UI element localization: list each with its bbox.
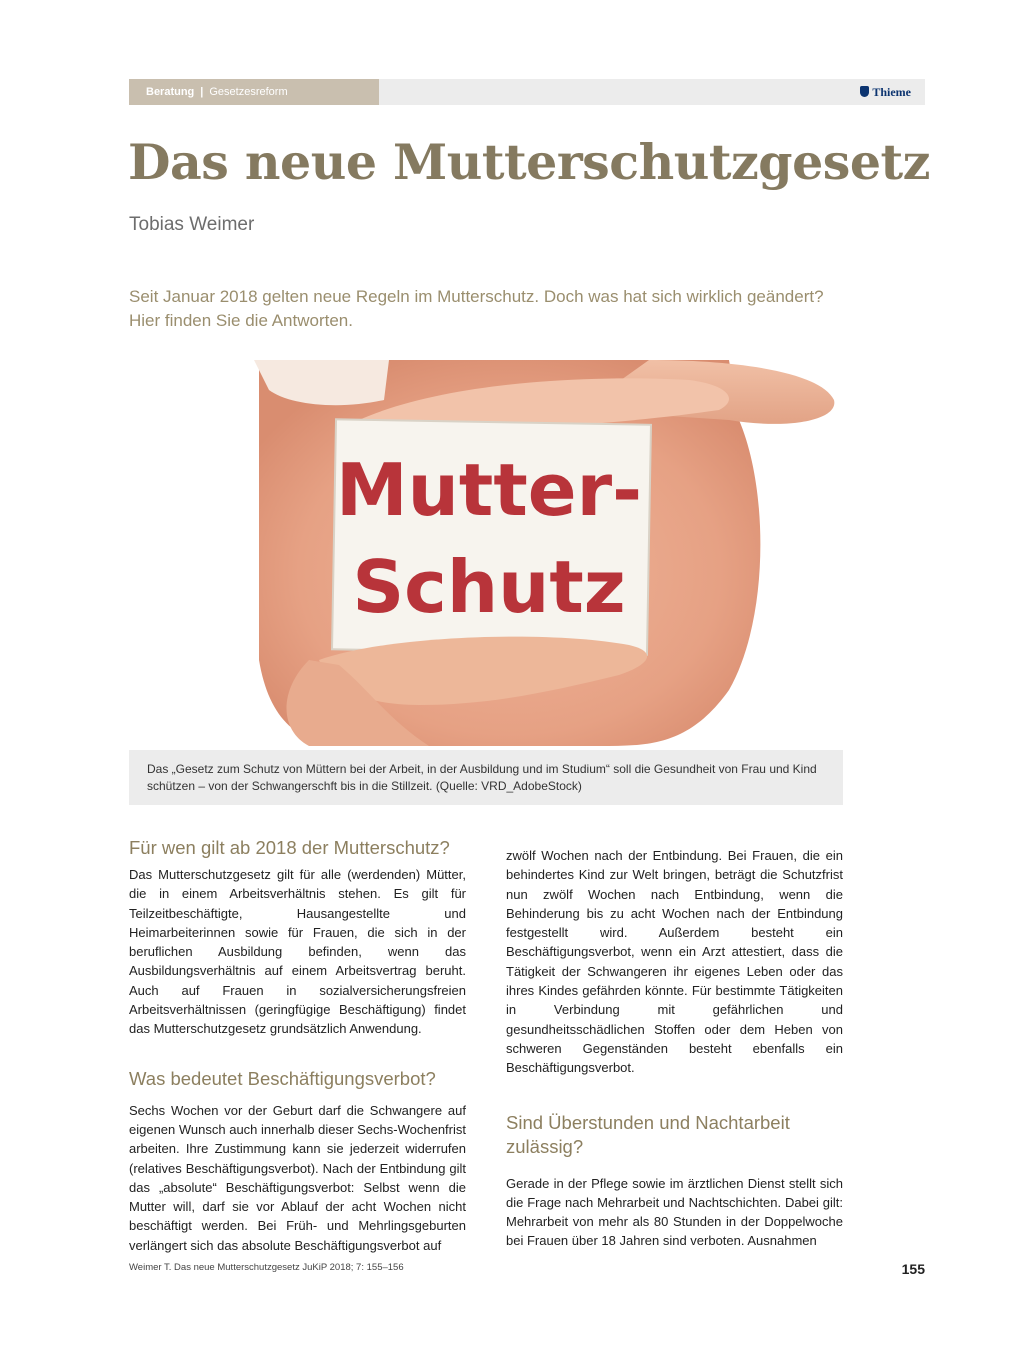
article-photo [129, 360, 843, 746]
sign-text-line1: Mutter- [336, 448, 642, 532]
shield-icon [860, 86, 869, 97]
running-header [129, 79, 925, 105]
publisher-name: Thieme [872, 85, 911, 99]
section-heading: Für wen gilt ab 2018 der Mutterschutz? [129, 837, 450, 858]
section-text: Das Mutterschutzgesetz gilt für alle (werdenden) Mütter, die in einem Arbeitsverhältnis stehen. Es gilt für Teilzeitbeschäftigte, Hausangestellte und Heimarbeiterinnen sowie für Frauen, die sich in der beruflichen Ausbildung befinden, wenn das Ausbildungsverhältnis auf einem Arbeitsvertrag beruht. Auch auf Frauen in sozialversicherungsfreien Arbeitsverhältnissen (geringfügige Beschäftigung) findet das Mutterschutzgesetz grundsätzlich Anwendung. [129, 867, 466, 1037]
topic-label: Gesetzesreform [209, 86, 288, 98]
section-separator: | [200, 86, 204, 98]
section-text: Sechs Wochen vor der Geburt darf die Schwangere auf eigenen Wunsch auch innerhalb dieser Sechs-Wochenfrist arbeiten. Ihre Zustimmung kann sie jederzeit widerrufen (relatives Beschäftigungsverbot). Nach der Entbindung gilt das „absolute“ Beschäftigungsverbot: Selbst wenn die Mutter will, darf sie vor Ablauf der acht Wochen nicht beschäftigt werden. Bei Früh- und Mehrlingsgeburten verlängert sich das absolute Beschäftigungsverbot auf [129, 1102, 466, 1253]
page-number: 155 [901, 1261, 925, 1277]
section-heading: Sind Überstunden und Nachtarbeit zulässig? [506, 1111, 790, 1157]
section-label: Beratung [146, 86, 195, 98]
photo-caption: Das „Gesetz zum Schutz von Müttern bei der Arbeit, in der Ausbildung und im Studium“ soll die Gesundheit von Frau und Kind schützen – von der Schwangerschft bis in die Stillzeit. (Quelle: VRD_AdobeStock) [129, 750, 843, 805]
section-heading: Was bedeutet Beschäftigungsverbot? [129, 1067, 436, 1089]
photo-illustration [129, 360, 843, 746]
column-right [506, 846, 843, 1251]
sign-text-line2: Schutz [352, 545, 626, 629]
column-left [129, 836, 466, 1255]
author-name: Tobias Weimer [129, 214, 255, 235]
section-text: zwölf Wochen nach der Entbindung. Bei Frauen, die ein behindertes Kind zur Welt bringen, beträgt die Schutzfrist nun zwölf Wochen nach Entbindung, wenn die Behinderung bis zu acht Wochen nach der Entbindung festgestellt wird. Außerdem besteht ein Beschäftigungsverbot, wenn ein Arzt attestiert, dass die Tätigkeit der Schwangeren ihr eigenes Leben oder das ihres Kindes gefährden könnte. Für bestimmte Tätigkeiten in Verbindung mit gefährlichen und gesundheitsschädlichen Stoffen oder dem Heben von schweren Gegenständen besteht ebenfalls ein Beschäftigungsverbot. [506, 848, 843, 1076]
article-title: Das neue Mutterschutzgesetz [128, 133, 930, 191]
section-tag [129, 79, 379, 105]
section-text: Gerade in der Pflege sowie im ärztlichen Dienst stellt sich die Frage nach Mehrarbeit und Nachtschichten. Dabei gilt: Mehrarbeit von mehr als 80 Stunden in der Doppelwoche bei Frauen über 18 Jahren sind verboten. Ausnahmen [506, 1175, 843, 1249]
citation-footer: Weimer T. Das neue Mutterschutzgesetz JuKiP 2018; 7: 155–156 [129, 1262, 404, 1273]
publisher-logo [860, 79, 911, 105]
lead-paragraph: Seit Januar 2018 gelten neue Regeln im Mutterschutz. Doch was hat sich wirklich geändert? Hier finden Sie die Antworten. [129, 287, 824, 330]
